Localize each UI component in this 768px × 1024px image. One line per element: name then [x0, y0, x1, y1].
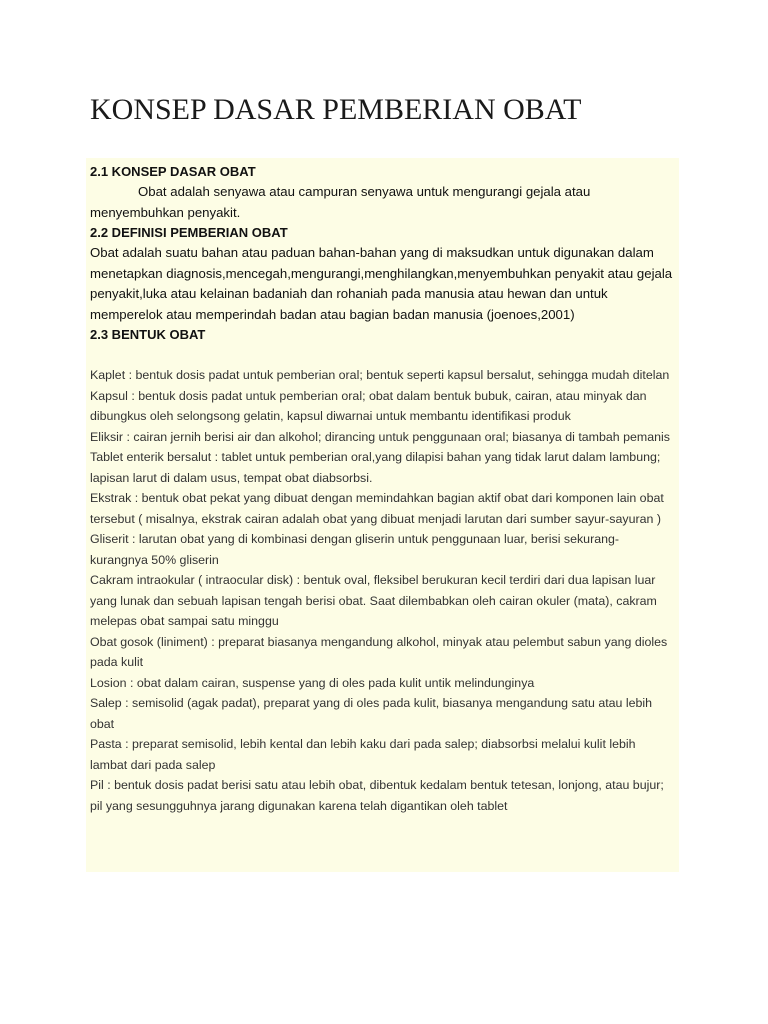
list-item-salep: Salep : semisolid (agak padat), preparat yang di oles pada kulit, biasanya mengandung satu atau lebih obat	[90, 696, 653, 731]
page-title: KONSEP DASAR PEMBERIAN OBAT	[90, 93, 582, 126]
content-block	[86, 158, 679, 872]
section-heading-bentuk-obat: 2.3 BENTUK OBAT	[90, 327, 206, 342]
bentuk-obat-list	[90, 365, 675, 816]
list-item-kaplet: Kaplet : bentuk dosis padat untuk pemberian oral; bentuk seperti kapsul bersalut, sehingga mudah ditelan	[90, 368, 670, 382]
section-body-definisi-pemberian-obat: Obat adalah suatu bahan atau paduan bahan-bahan yang di maksudkan untuk digunakan dalam menetapkan diagnosis,mencegah,mengurangi,menghilangkan,menyembuhkan penyakit atau gejala penyakit,luka atau kelainan badaniah dan rohaniah pada manusia atau hewan dan untuk memperelok atau memperindah badan atau bagian badan manusia (joenoes,2001)	[90, 245, 673, 322]
list-item-eliksir: Eliksir : cairan jernih berisi air dan alkohol; dirancing untuk penggunaan oral; biasanya di tambah pemanis	[90, 429, 670, 444]
section-spacer	[90, 345, 675, 365]
list-item-pil: Pil : bentuk dosis padat berisi satu atau lebih obat, dibentuk kedalam bentuk tetesan, lonjong, atau bujur; pil yang sesungguhnya jarang digunakan karena telah digantikan oleh tablet	[90, 778, 664, 813]
section-heading-definisi-pemberian-obat: 2.2 DEFINISI PEMBERIAN OBAT	[90, 225, 288, 240]
list-item-gliserit: Gliserit : larutan obat yang di kombinasi dengan gliserin untuk penggunaan luar, berisi sekurang-kurangnya 50% gliserin	[90, 532, 619, 567]
list-item-ekstrak: Ekstrak : bentuk obat pekat yang dibuat dengan memindahkan bagian aktif obat dari komponen lain obat tersebut ( misalnya, ekstrak cairan adalah obat yang dibuat menjadi larutan dari sumber sayur-sayuran )	[90, 491, 664, 526]
list-item-pasta: Pasta : preparat semisolid, lebih kental dan lebih kaku dari pada salep; diabsorbsi melalui kulit lebih lambat dari pada salep	[90, 737, 636, 772]
list-item-kapsul: Kapsul : bentuk dosis padat untuk pemberian oral; obat dalam bentuk bubuk, cairan, atau minyak dan dibungkus oleh selongsong gelatin, kapsul diwarnai untuk membantu identifikasi produk	[90, 388, 647, 423]
list-item-obat-gosok: Obat gosok (liniment) : preparat biasanya mengandung alkohol, minyak atau pelembut sabun yang dioles pada kulit	[90, 634, 668, 669]
section-body-konsep-dasar-obat: Obat adalah senyawa atau campuran senyawa untuk mengurangi gejala atau menyembuhkan penyakit.	[90, 184, 591, 220]
section-heading-konsep-dasar-obat: 2.1 KONSEP DASAR OBAT	[90, 164, 256, 179]
list-item-tablet-enterik: Tablet enterik bersalut : tablet untuk pemberian oral,yang dilapisi bahan yang tidak larut dalam lambung; lapisan larut di dalam usus, tempat obat diabsorbsi.	[90, 450, 661, 485]
list-item-cakram-intraokular: Cakram intraokular ( intraocular disk) : bentuk oval, fleksibel berukuran kecil terdiri dari dua lapisan luar yang lunak dan sebuah lapisan tengah berisi obat. Saat dilembabkan oleh cairan okuler (mata), cakram melepas obat sampai satu minggu	[90, 573, 657, 628]
list-item-losion: Losion : obat dalam cairan, suspense yang di oles pada kulit untik melindunginya	[90, 675, 535, 690]
